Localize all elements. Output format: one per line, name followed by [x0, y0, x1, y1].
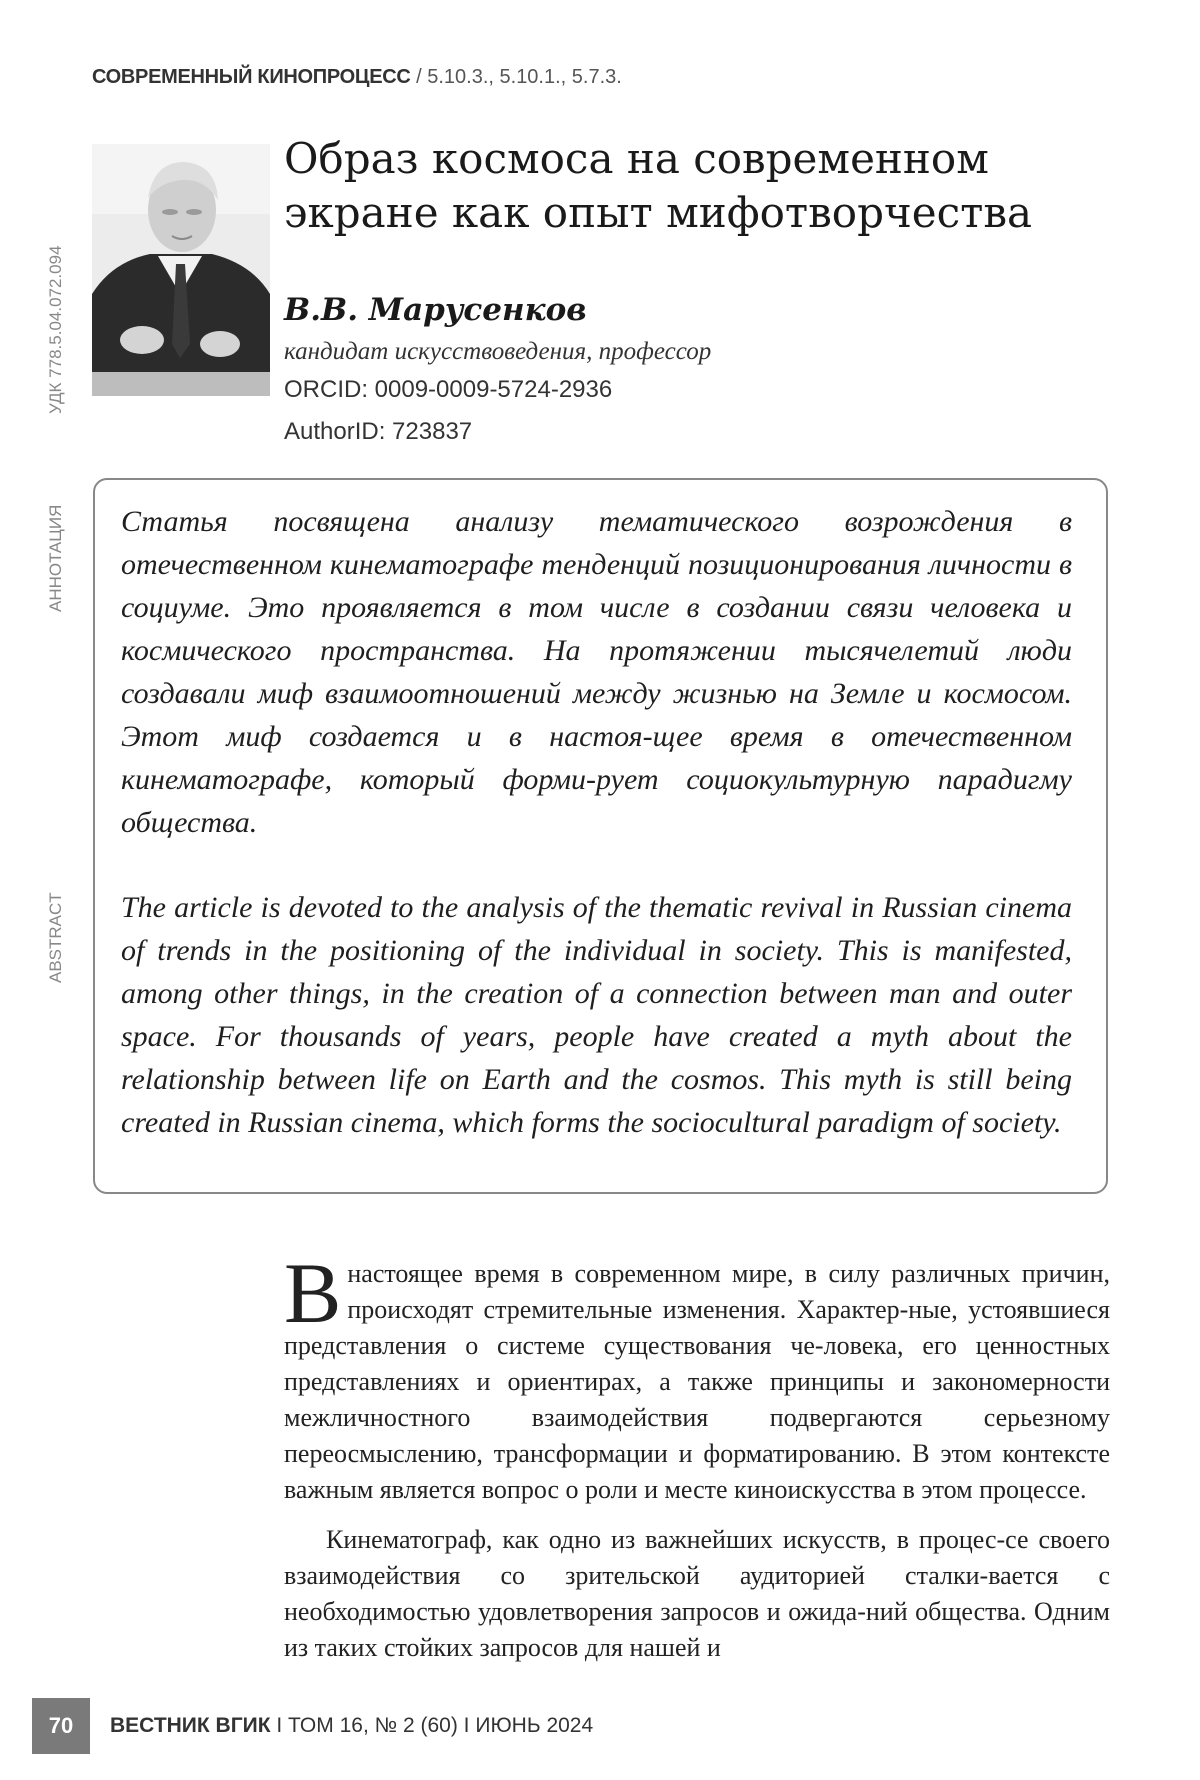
- journal-issue: I ТОМ 16, № 2 (60) I ИЮНЬ 2024: [271, 1714, 594, 1737]
- page-footer: [32, 1698, 593, 1754]
- body-paragraph-1: [284, 1256, 1110, 1508]
- subject-codes: / 5.10.3., 5.10.1., 5.7.3.: [411, 66, 622, 88]
- abstract-label: ABSTRACT: [46, 892, 66, 983]
- author-degree: кандидат искусствоведения, профессор: [284, 338, 711, 366]
- body-paragraph-1-text: настоящее время в современном мире, в силу различных причин, происходят стремительные изменения. Характер-ные, устоявшиеся представления о системе существования че-ловека, его ценностных представлениях и ориентирах, а также принципы и закономерности межличностного взаимодействия подвергаются серьезному переосмыслению, трансформации и форматированию. В этом контексте важным является вопрос о роли и месте киноискусства в этом процессе.: [284, 1259, 1110, 1504]
- abstract-en: The article is devoted to the analysis of the thematic revival in Russian cinema of trends in the positioning of the individual in society. This is manifested, among other things, in the creation of a connection between man and outer space. For thousands of years, people have created a myth about the relationship between life on Earth and the cosmos. This myth is still being created in Russian cinema, which forms the sociocultural paradigm of society.: [121, 886, 1072, 1144]
- page-number: 70: [32, 1698, 90, 1754]
- drop-cap: В: [284, 1258, 341, 1328]
- journal-name: ВЕСТНИК ВГИК: [110, 1714, 271, 1737]
- annotation-label: АННОТАЦИЯ: [46, 505, 66, 612]
- abstract-ru: Статья посвящена анализу тематического возрождения в отечественном кинематографе тенденций позиционирования личности в социуме. Это проявляется в том числе в создании связи человека и космического пространства. На протяжении тысячелетий люди создавали миф взаимоотношений между жизнью на Земле и космосом. Этот миф создается и в настоя-щее время в отечественном кинематографе, который форми-рует социокультурную парадигму общества.: [121, 500, 1072, 844]
- udc-code: УДК 778.5.04.072.094: [46, 245, 66, 414]
- author-photo: [92, 144, 270, 396]
- section-title: СОВРЕМЕННЫЙ КИНОПРОЦЕСС: [92, 66, 411, 88]
- article-title: Образ космоса на современном экране как опыт мифотворчества: [284, 132, 1144, 240]
- running-header: [92, 66, 622, 89]
- abstract-box: [93, 478, 1108, 1194]
- article-body: [284, 1256, 1110, 1666]
- journal-info: [110, 1714, 593, 1738]
- author-orcid: ORCID: 0009-0009-5724-2936: [284, 376, 612, 404]
- body-paragraph-2: Кинематограф, как одно из важнейших искусств, в процес-се своего взаимодействия со зрительской аудиторией сталки-вается с необходимостью удовлетворения запросов и ожида-ний общества. Одним из таких стойких запросов для нашей и: [284, 1522, 1110, 1666]
- author-name: В.В. Марусенков: [284, 292, 587, 328]
- author-id: AuthorID: 723837: [284, 418, 472, 446]
